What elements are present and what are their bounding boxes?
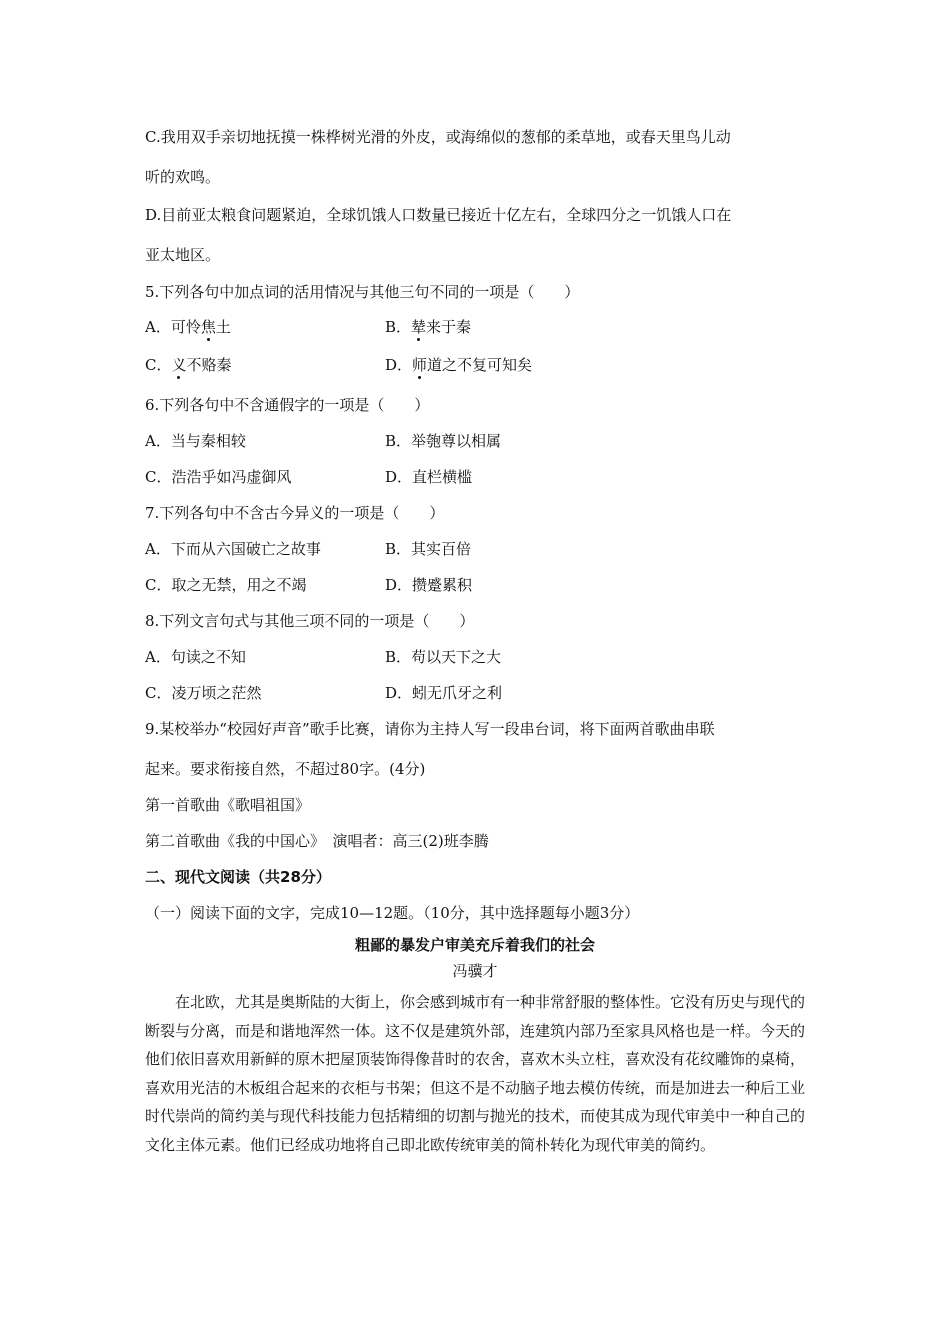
q5-a-prefix: A．可怜 bbox=[145, 318, 201, 336]
q7-option-b: B．其实百倍 bbox=[385, 540, 472, 558]
q4-option-d-line1: D.目前亚太粮食问题紧迫，全球饥饿人口数量已接近十亿左右，全球四分之一饥饿人口在 bbox=[145, 206, 732, 224]
q7-option-d: D．攒蹙累积 bbox=[385, 576, 473, 594]
q4-option-c-line1: C.我用双手亲切地抚摸一株桦树光滑的外皮，或海绵似的葱郁的柔草地，或春天里鸟儿动 bbox=[145, 128, 731, 146]
q5-c-suffix: 不赂秦 bbox=[186, 356, 232, 374]
q8-option-d: D．蚓无爪牙之利 bbox=[385, 684, 503, 702]
q5-c-dotted-word: 义 bbox=[171, 356, 187, 374]
q7-stem: 7.下列各句中不含古今异义的一项是（ ） bbox=[145, 504, 445, 522]
q5-a-dotted-word: 焦 bbox=[200, 318, 216, 336]
article-paragraph: 在北欧，尤其是奥斯陆的大街上，你会感到城市有一种非常舒服的整体性。它没有历史与现代的断裂与分离，而是和谐地浑然一体。这不仅是建筑外部，连建筑内部乃至家具风格也是一样。今天的他们依旧喜欢用新鲜的原木把屋顶装饰得像昔时的农舍，喜欢木头立柱，喜欢没有花纹雕饰的桌椅，喜欢用光洁的木板组合起来的衣柜与书架；但这不是不动脑子地去模仿传统，而是加进去一种后工业时代崇尚的简约美与现代科技能力包括精细的切割与抛光的技术，而使其成为现代审美中一种自己的文化主体元素。他们已经成功地将自己即北欧传统审美的简朴转化为现代审美的简约。 bbox=[145, 993, 806, 1154]
q8-option-c: C．凌万顷之茫然 bbox=[145, 684, 262, 702]
q9-song2: 第二首歌曲《我的中国心》 演唱者：高三(2)班李腾 bbox=[145, 832, 489, 850]
q5-option-d bbox=[385, 355, 532, 375]
q7-option-a: A．下而从六国破亡之故事 bbox=[145, 540, 321, 558]
q5-option-c bbox=[145, 355, 232, 375]
q5-stem: 5.下列各句中加点词的活用情况与其他三句不同的一项是（ ） bbox=[145, 283, 580, 301]
q4-option-d-line2: 亚太地区。 bbox=[145, 246, 221, 264]
q8-option-b: B．苟以天下之大 bbox=[385, 648, 502, 666]
q9-line1: 9.某校举办“校园好声音”歌手比赛，请你为主持人写一段串台词，将下面两首歌曲串联 bbox=[145, 720, 715, 738]
section2-heading: 二、现代文阅读（共28分） bbox=[145, 868, 331, 886]
q5-b-suffix: 来于秦 bbox=[426, 318, 472, 336]
reading-instruction: （一）阅读下面的文字，完成10—12题。（10分，其中选择题每小题3分） bbox=[145, 904, 640, 922]
q4-option-c-line2: 听的欢鸣。 bbox=[145, 168, 221, 186]
q6-option-c: C．浩浩乎如冯虚御风 bbox=[145, 468, 292, 486]
q6-option-b: B．举匏尊以相属 bbox=[385, 432, 502, 450]
article-title: 粗鄙的暴发户审美充斥着我们的社会 bbox=[354, 936, 595, 954]
q5-a-suffix: 土 bbox=[215, 318, 231, 336]
q9-line2: 起来。要求衔接自然，不超过80字。(4分) bbox=[145, 760, 426, 778]
q8-option-a: A．句读之不知 bbox=[145, 648, 246, 666]
q5-c-prefix: C． bbox=[145, 356, 172, 374]
q5-option-b bbox=[385, 317, 471, 337]
q5-d-prefix: D． bbox=[385, 356, 413, 374]
q5-b-prefix: B． bbox=[385, 318, 412, 336]
q5-d-dotted-word: 师 bbox=[412, 356, 428, 374]
q8-stem: 8.下列文言句式与其他三项不同的一项是（ ） bbox=[145, 612, 475, 630]
q6-stem: 6.下列各句中不含通假字的一项是（ ） bbox=[145, 396, 430, 414]
q5-b-dotted-word: 辇 bbox=[411, 318, 427, 336]
q5-option-a bbox=[145, 317, 231, 337]
article-author: 冯骥才 bbox=[452, 962, 498, 980]
q6-option-a: A．当与秦相较 bbox=[145, 432, 246, 450]
q9-song1: 第一首歌曲《歌唱祖国》 bbox=[145, 796, 311, 814]
q7-option-c: C．取之无禁，用之不竭 bbox=[145, 576, 307, 594]
q5-d-suffix: 道之不复可知矣 bbox=[427, 356, 533, 374]
q6-option-d: D．直栏横槛 bbox=[385, 468, 473, 486]
